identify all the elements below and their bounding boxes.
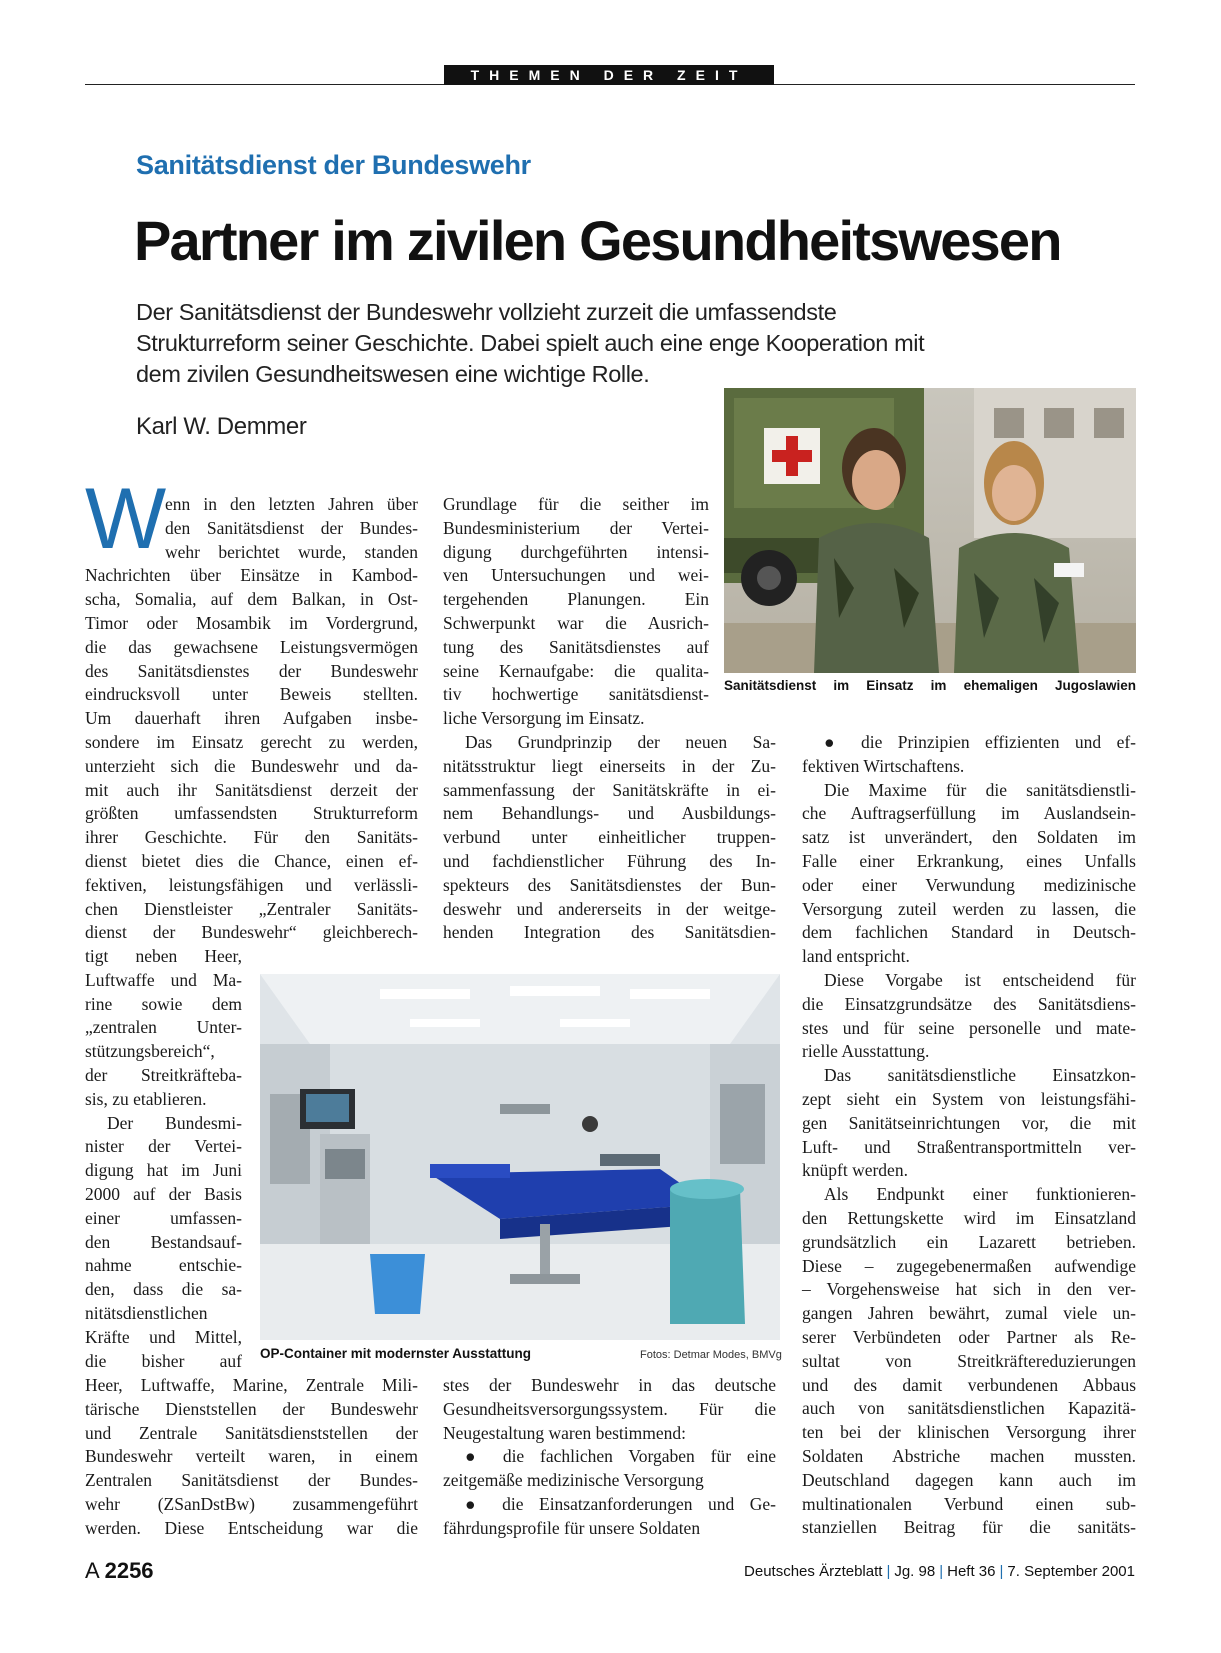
lead-paragraph bbox=[136, 297, 1036, 390]
text-line: zeitgemäße medizinische Versorgung bbox=[443, 1470, 704, 1491]
text-line: scha, Somalia, auf dem Balkan, in Ost- bbox=[85, 589, 418, 610]
journal-volume: Jg. 98 bbox=[894, 1563, 936, 1580]
text-line: verbund unter einheitlicher truppen- bbox=[443, 827, 776, 848]
text-line: stes der Bundeswehr in das deutsche bbox=[443, 1375, 776, 1395]
text-line: Das sanitätsdienstliche Einsatzkon- bbox=[824, 1065, 1136, 1086]
text-line: sis, zu etablieren. bbox=[85, 1088, 207, 1109]
text-line: nister der Vertei- bbox=[85, 1136, 242, 1157]
separator: | bbox=[999, 1563, 1004, 1580]
page-number bbox=[85, 1558, 154, 1584]
section-tag: THEMEN DER ZEIT bbox=[444, 65, 774, 85]
text-line: werden. Diese Entscheidung war die bbox=[85, 1517, 418, 1538]
photo-credit: Fotos: Detmar Modes, BMVg bbox=[640, 1349, 782, 1361]
kicker: Sanitätsdienst der Bundeswehr bbox=[136, 150, 531, 180]
text-line: nitätsdienstlichen bbox=[85, 1302, 208, 1323]
text-line: tergehenden Planungen. Ein bbox=[443, 589, 709, 610]
text-line: Falle einer Erkrankung, eines Unfalls bbox=[802, 850, 1136, 871]
journal-name: Deutsches Ärzteblatt bbox=[744, 1563, 883, 1580]
text-line: tung des Sanitätsdienstes auf bbox=[443, 636, 709, 657]
text-line: des Sanitätsdienstes der Bundeswehr bbox=[85, 660, 418, 681]
bullet-item: ● die Prinzipien effizienten und ef- bbox=[824, 732, 1136, 752]
text-line: Diese Vorgabe ist entscheidend für bbox=[824, 969, 1136, 990]
text-line: größten umfassendsten Strukturreform bbox=[85, 803, 418, 824]
photo-operating-room-caption: OP-Container mit modernster Ausstattung bbox=[260, 1346, 532, 1361]
column-1-bottom bbox=[85, 1374, 418, 1541]
text-line: dienst der Bundeswehr“ gleichberech- bbox=[85, 922, 418, 943]
text-line: Grundlage für die seither im bbox=[443, 494, 709, 514]
text-line: knüpft werden. bbox=[802, 1160, 908, 1181]
column-1 bbox=[85, 493, 418, 945]
text-line: wehr berichtet wurde, standen bbox=[165, 541, 418, 562]
text-line: satz ist unverändert, den Soldaten im bbox=[802, 827, 1136, 848]
column-3 bbox=[802, 731, 1136, 1540]
text-line: dem fachlichen Standard in Deutsch- bbox=[802, 922, 1136, 943]
text-line: Schwerpunkt war die Ausrich- bbox=[443, 612, 709, 633]
text-line: multinationalen Verbund einen sub- bbox=[802, 1493, 1136, 1514]
text-line: stützungsbereich“, bbox=[85, 1041, 215, 1062]
text-line: chen Dienstleister „Zentraler Sanitäts- bbox=[85, 898, 418, 919]
text-line: digung durchgeführten intensi- bbox=[443, 541, 709, 562]
text-line: land entspricht. bbox=[802, 946, 910, 967]
text-line: Zentralen Sanitätsdienst der Bundes- bbox=[85, 1470, 418, 1491]
photo-operating-room-image bbox=[260, 974, 780, 1340]
text-line: unterzieht sich die Bundeswehr und da- bbox=[85, 755, 418, 776]
text-line: nem Behandlungs- und Ausbildungs- bbox=[443, 803, 776, 824]
text-line: und fachdienstlicher Führung des In- bbox=[443, 850, 776, 871]
text-line: sultat von Streitkräftereduzierungen bbox=[802, 1350, 1136, 1371]
text-line: – Vorgehensweise hat sich in den ver- bbox=[802, 1279, 1136, 1300]
photo-soldiers-caption: Sanitätsdienst im Einsatz im ehemaligen Jugoslawien bbox=[724, 678, 1136, 693]
text-line: henden Integration des Sanitätsdien- bbox=[443, 922, 776, 943]
text-line: ven Untersuchungen und wei- bbox=[443, 565, 709, 586]
text-line: die bisher auf bbox=[85, 1350, 242, 1371]
text-line: stanziellen Beitrag für die sanitäts- bbox=[802, 1517, 1136, 1538]
text-line: fektiven, leistungsfähigen und verlässli- bbox=[85, 874, 418, 895]
text-line: mit auch ihr Sanitätsdienst derzeit der bbox=[85, 779, 418, 800]
text-line: fährdungsprofile für unsere Soldaten bbox=[443, 1517, 701, 1538]
text-line: den, dass die sa- bbox=[85, 1279, 242, 1300]
text-line: rielle Ausstattung. bbox=[802, 1041, 930, 1062]
text-line: sondere im Einsatz gerecht zu werden, bbox=[85, 731, 418, 752]
text-line: den Rettungskette wird im Einsatzland bbox=[802, 1207, 1136, 1228]
text-line: Soldaten Abstriche machen mussten. bbox=[802, 1445, 1136, 1466]
journal-issue: Heft 36 bbox=[947, 1563, 996, 1580]
text-line: Nachrichten über Einsätze in Kambod- bbox=[85, 565, 418, 586]
lead-line: Strukturreform seiner Geschichte. Dabei spielt auch eine enge Kooperation mit bbox=[136, 330, 925, 356]
column-2-bottom bbox=[443, 1374, 776, 1541]
text-line: tigt neben Heer, bbox=[85, 946, 242, 966]
text-line: ihrer Geschichte. Für den Sanitäts- bbox=[85, 827, 418, 848]
lead-line: Der Sanitätsdienst der Bundeswehr vollzieht zurzeit die umfassendste bbox=[136, 299, 837, 325]
column-2-upper bbox=[443, 493, 709, 731]
text-line: stes und für seine personelle und mate- bbox=[802, 1017, 1136, 1038]
text-line: nitätsstruktur liegt einerseits in der Zu- bbox=[443, 755, 776, 776]
text-line: tiv hochwertige sanitätsdienst- bbox=[443, 684, 709, 705]
text-line: Versorgung zuteil werden zu lassen, die bbox=[802, 898, 1136, 919]
text-line: und des damit verbundenen Abbaus bbox=[802, 1374, 1136, 1395]
text-line: Heer, Luftwaffe, Marine, Zentrale Mili- bbox=[85, 1375, 418, 1395]
text-line: wehr (ZSanDstBw) zusammengeführt bbox=[85, 1493, 418, 1514]
text-line: oder einer Verwundung medizinische bbox=[802, 874, 1136, 895]
text-line: die Einsatzgrundsätze des Sanitätsdiens- bbox=[802, 993, 1136, 1014]
text-line: Der Bundesmi- bbox=[107, 1112, 242, 1133]
text-line: Das Grundprinzip der neuen Sa- bbox=[465, 732, 776, 752]
bullet-item: ● die fachlichen Vorgaben für eine bbox=[465, 1446, 776, 1467]
photo-operating-room bbox=[260, 974, 780, 1340]
text-line: 2000 auf der Basis bbox=[85, 1183, 242, 1204]
author: Karl W. Demmer bbox=[136, 413, 307, 440]
text-line: den Sanitätsdienst der Bundes- bbox=[165, 517, 418, 538]
text-line: Neugestaltung waren bestimmend: bbox=[443, 1422, 686, 1443]
text-line: die das gewachsene Leistungsvermögen bbox=[85, 636, 418, 657]
text-line: gen Sanitätseinrichtungen vor, die mit bbox=[802, 1112, 1136, 1133]
journal-info bbox=[744, 1563, 1135, 1580]
page-number-value: 2256 bbox=[104, 1558, 154, 1583]
text-line: der Streitkräfteba- bbox=[85, 1064, 242, 1085]
text-line: Luftwaffe und Ma- bbox=[85, 969, 242, 990]
column-1-narrow bbox=[85, 945, 242, 1373]
text-line: rine sowie dem bbox=[85, 993, 242, 1014]
text-line: Timor oder Mosambik im Vordergrund, bbox=[85, 612, 418, 633]
text-line: den Bestandsauf- bbox=[85, 1231, 242, 1252]
text-line: enn in den letzten Jahren über bbox=[165, 494, 418, 514]
text-line: Als Endpunkt einer funktionieren- bbox=[824, 1184, 1136, 1205]
text-line: ten bei der klinischen Versorgung ihrer bbox=[802, 1422, 1136, 1443]
text-line: nahme entschie- bbox=[85, 1255, 242, 1276]
separator: | bbox=[886, 1563, 891, 1580]
column-2-wide bbox=[443, 731, 776, 945]
text-line: tärische Dienststellen der Bundeswehr bbox=[85, 1398, 418, 1419]
lead-line: dem zivilen Gesundheitswesen eine wichtige Rolle. bbox=[136, 361, 650, 387]
text-line: eindrucksvoll unter Beweis stellten. bbox=[85, 684, 418, 705]
text-line: Diese – zugegebenermaßen aufwendige bbox=[802, 1255, 1136, 1276]
text-line: Bundeswehr verteilt waren, in einem bbox=[85, 1446, 418, 1467]
text-line: sammenfassung der Sanitätskräfte in ei- bbox=[443, 779, 776, 800]
page-prefix: A bbox=[85, 1558, 99, 1583]
photo-soldiers-image bbox=[724, 388, 1136, 673]
text-line: Die Maxime für die sanitätsdienstli- bbox=[824, 779, 1136, 800]
text-line: spekteurs des Sanitätsdienstes der Bun- bbox=[443, 874, 776, 895]
text-line: serer Verbündeten oder Partner als Re- bbox=[802, 1326, 1136, 1347]
text-line: che Auftragserfüllung im Auslandsein- bbox=[802, 803, 1136, 824]
text-line: digung hat im Juni bbox=[85, 1160, 242, 1181]
text-line: deswehr und andererseits in der weitge- bbox=[443, 898, 776, 919]
text-line: Kräfte und Mittel, bbox=[85, 1326, 242, 1347]
text-line: grundsätzlich ein Lazarett betrieben. bbox=[802, 1231, 1136, 1252]
bullet-item: ● die Einsatzanforderungen und Ge- bbox=[465, 1493, 776, 1514]
text-line: und Zentrale Sanitätsdienststellen der bbox=[85, 1422, 418, 1443]
text-line: liche Versorgung im Einsatz. bbox=[443, 708, 645, 729]
text-line: auch von sanitätsdienstlichen Kapazitä- bbox=[802, 1398, 1136, 1419]
text-line: gangen Jahren bewährt, zumal viele un- bbox=[802, 1303, 1136, 1324]
text-line: einer umfassen- bbox=[85, 1207, 242, 1228]
text-line: Um dauerhaft ihren Aufgaben insbe- bbox=[85, 708, 418, 729]
text-line: Gesundheitsversorgungssystem. Für die bbox=[443, 1398, 776, 1419]
text-line: dienst bietet dies die Chance, einen ef- bbox=[85, 850, 418, 871]
text-line: „zentralen Unter- bbox=[85, 1017, 242, 1038]
text-line: seine Kernaufgabe: die qualita- bbox=[443, 660, 709, 681]
text-line: Luft- und Straßentransportmitteln ver- bbox=[802, 1136, 1136, 1157]
dropcap: W bbox=[85, 471, 167, 567]
text-line: Bundesministerium der Vertei- bbox=[443, 517, 709, 538]
text-line: zept sieht ein System von leistungsfähi- bbox=[802, 1088, 1136, 1109]
photo-soldiers bbox=[724, 388, 1136, 673]
headline: Partner im zivilen Gesundheitswesen bbox=[134, 209, 1061, 272]
text-line: fektiven Wirtschaftens. bbox=[802, 755, 965, 776]
separator: | bbox=[939, 1563, 944, 1580]
text-line: Deutschland dagegen kann auch im bbox=[802, 1469, 1136, 1490]
journal-date: 7. September 2001 bbox=[1007, 1563, 1135, 1580]
